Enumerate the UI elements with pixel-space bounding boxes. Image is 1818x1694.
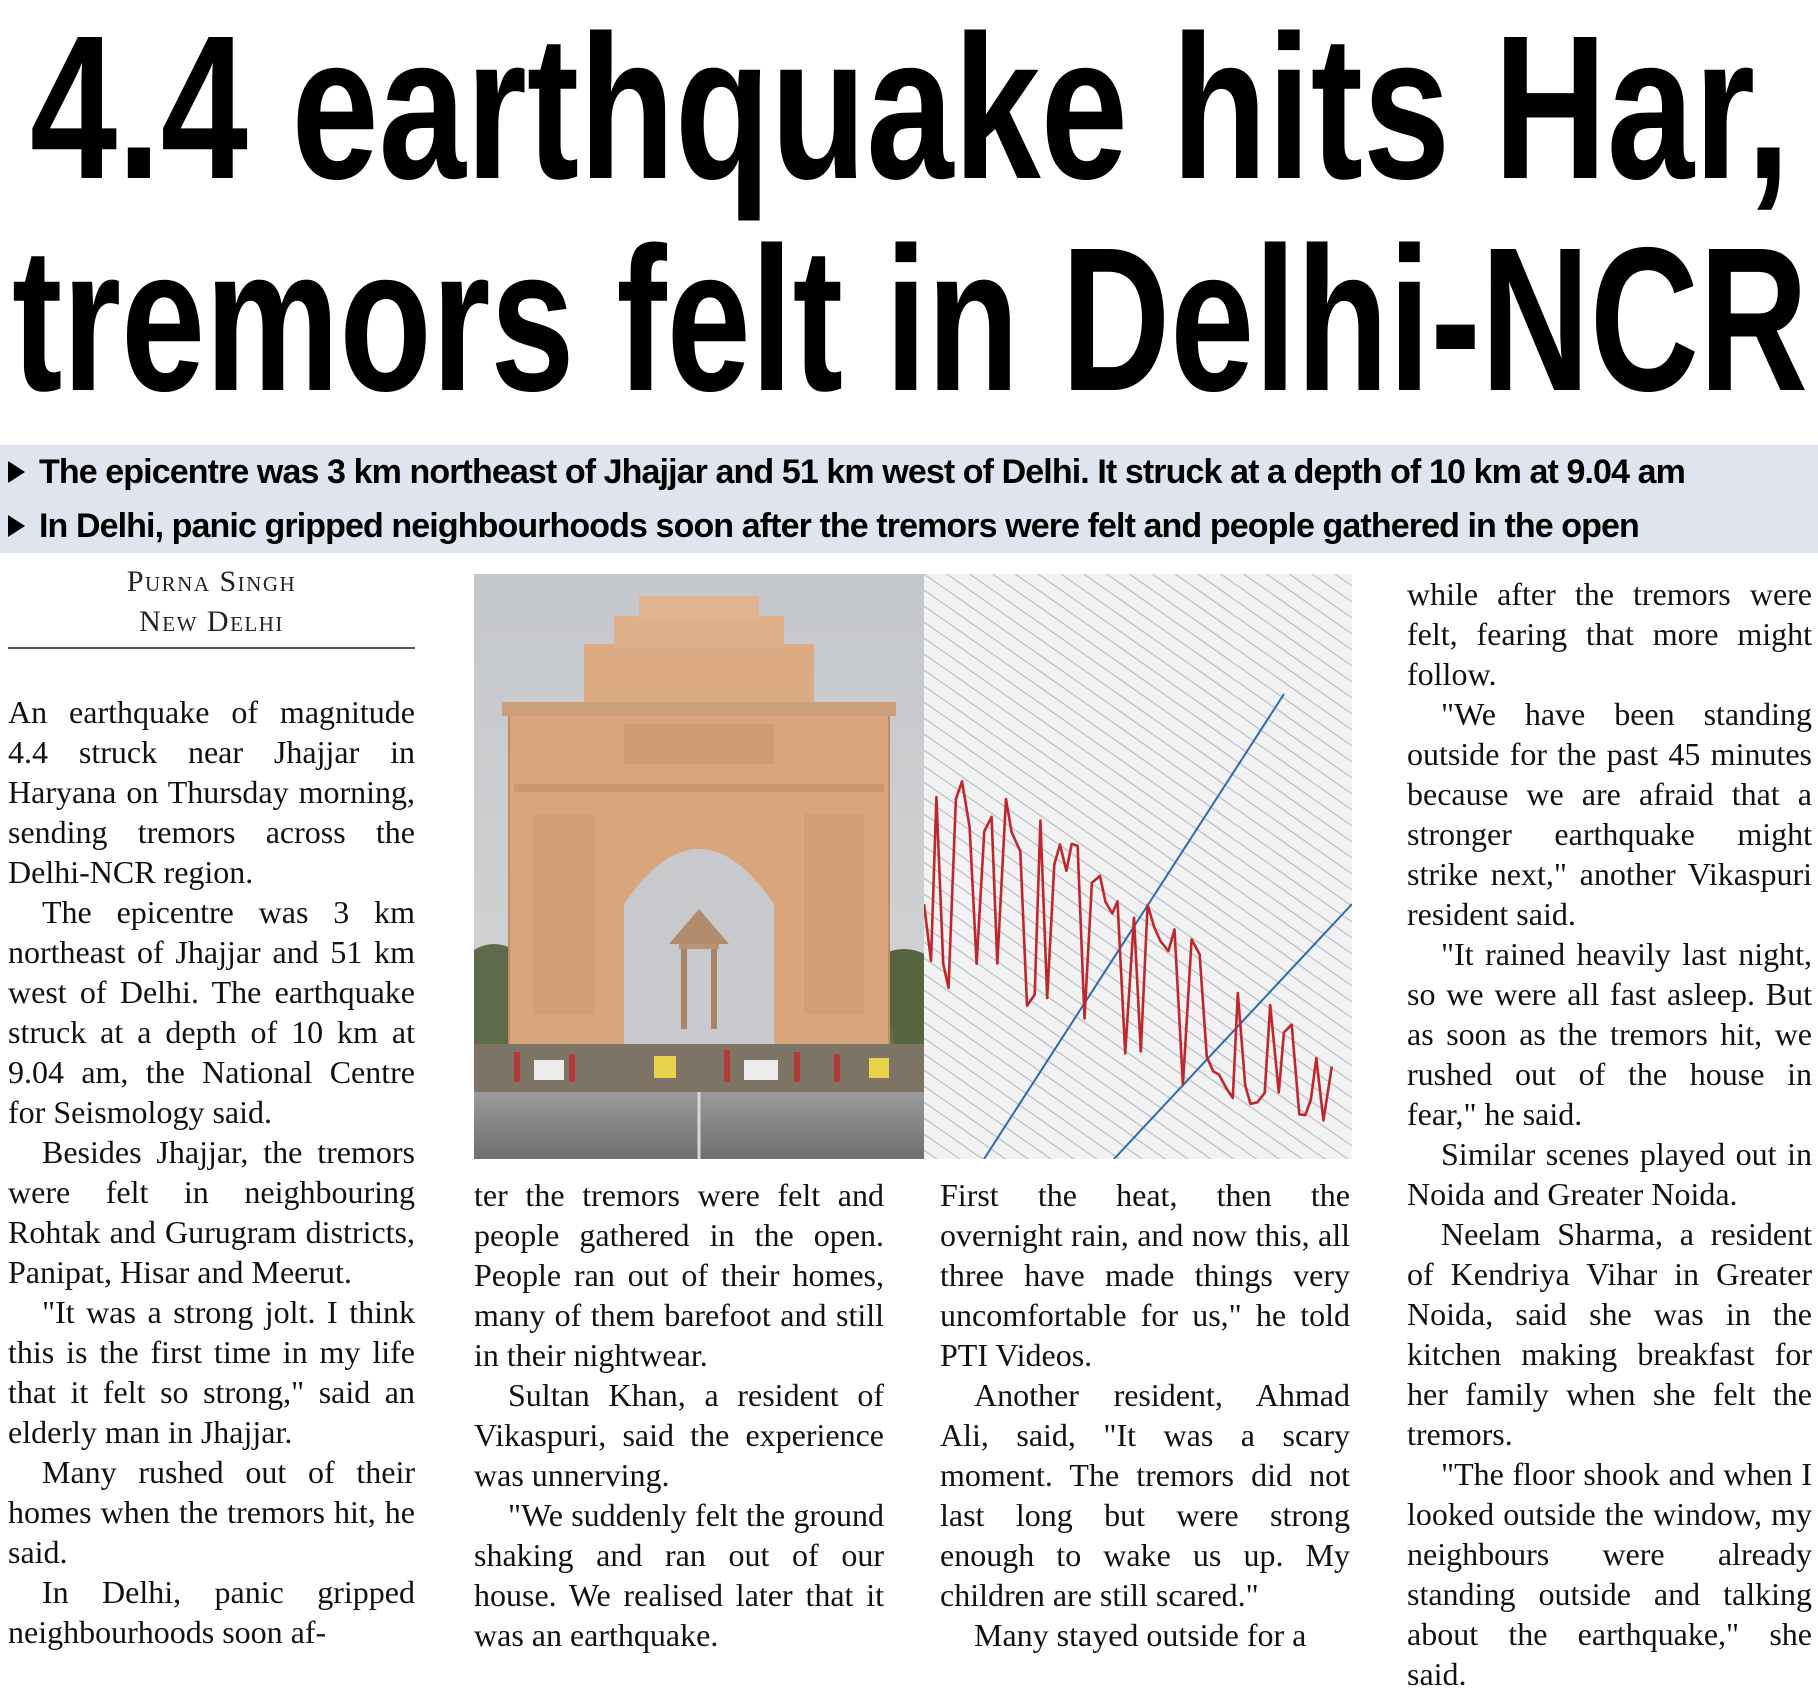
paragraph: An earthquake of magnitude 4.4 struck near Jhajjar in Haryana on Thursday morning, sending tremors across the Delhi-NCR region. — [8, 694, 415, 890]
highlight-item — [8, 499, 1814, 553]
article-column-1 — [8, 692, 415, 1652]
paragraph: Similar scenes played out in Noida and Greater Noida. — [1407, 1136, 1812, 1212]
headline-line-1: 4.4 earthquake hits Har, — [30, 0, 1790, 222]
byline-place: New Delhi — [139, 605, 284, 638]
paragraph: "It was a strong jolt. I think this is the first time in my life that it felt so strong," said an elderly man in Jhajjar. — [8, 1294, 415, 1450]
paragraph: ter the tremors were felt and people gathered in the open. People ran out of their homes, many of them barefoot and still in their nightwear. — [474, 1177, 884, 1373]
byline — [8, 562, 415, 642]
article-column-3 — [940, 1175, 1350, 1655]
paragraph: The epicentre was 3 km northeast of Jhajjar and 51 km west of Delhi. The earthquake struck at a depth of 10 km at 9.04 am, the National Centre for Seismology said. — [8, 894, 415, 1130]
byline-divider — [8, 647, 415, 649]
paragraph: Many stayed outside for a — [974, 1617, 1307, 1653]
seismograph-photo — [924, 574, 1352, 1159]
highlights-box — [0, 445, 1818, 553]
headline-line-2: tremors felt in Delhi-NCR — [12, 205, 1808, 434]
article-column-4 — [1407, 574, 1812, 1694]
india-gate-photo — [474, 574, 924, 1159]
paragraph: while after the tremors were felt, fearing that more might follow. — [1407, 576, 1812, 692]
triangle-bullet-icon — [8, 461, 25, 483]
paragraph: In Delhi, panic gripped neighbourhoods soon af- — [8, 1574, 415, 1650]
paragraph: "We suddenly felt the ground shaking and ran out of our house. We realised later that it was an earthquake. — [474, 1497, 884, 1653]
paragraph: Many rushed out of their homes when the tremors hit, he said. — [8, 1454, 415, 1570]
highlight-text: In Delhi, panic gripped neighbourhoods soon after the tremors were felt and people gathered in the open — [39, 506, 1639, 545]
byline-author: Purna Singh — [126, 565, 297, 598]
triangle-bullet-icon — [8, 515, 25, 537]
paragraph: "It rained heavily last night, so we were all fast asleep. But as soon as the tremors hit, we rushed out of the house in fear," he said. — [1407, 936, 1812, 1132]
paragraph: Another resident, Ahmad Ali, said, "It was a scary moment. The tremors did not last long but were strong enough to wake us up. My children are still scared." — [940, 1377, 1350, 1613]
paragraph: Sultan Khan, a resident of Vikaspuri, said the experience was unnerving. — [474, 1377, 884, 1493]
article-column-2 — [474, 1175, 884, 1655]
paragraph: "We have been standing outside for the past 45 minutes because we are afraid that a stronger earthquake might strike next," another Vikaspuri resident said. — [1407, 696, 1812, 932]
highlight-item — [8, 445, 1814, 499]
paragraph: First the heat, then the overnight rain, and now this, all three have made things very uncomfortable for us," he told PTI Videos. — [940, 1177, 1350, 1373]
paragraph: "The floor shook and when I looked outside the window, my neighbours were already standing outside and talking about the earthquake," she said. — [1407, 1456, 1812, 1692]
headline — [0, 0, 1818, 440]
paragraph: Neelam Sharma, a resident of Kendriya Vihar in Greater Noida, said she was in the kitchen making breakfast for her family when she felt the tremors. — [1407, 1216, 1812, 1452]
highlight-text: The epicentre was 3 km northeast of Jhajjar and 51 km west of Delhi. It struck at a depth of 10 km at 9.04 am — [39, 452, 1685, 491]
paragraph: Besides Jhajjar, the tremors were felt in neighbouring Rohtak and Gurugram districts, Panipat, Hisar and Meerut. — [8, 1134, 415, 1290]
